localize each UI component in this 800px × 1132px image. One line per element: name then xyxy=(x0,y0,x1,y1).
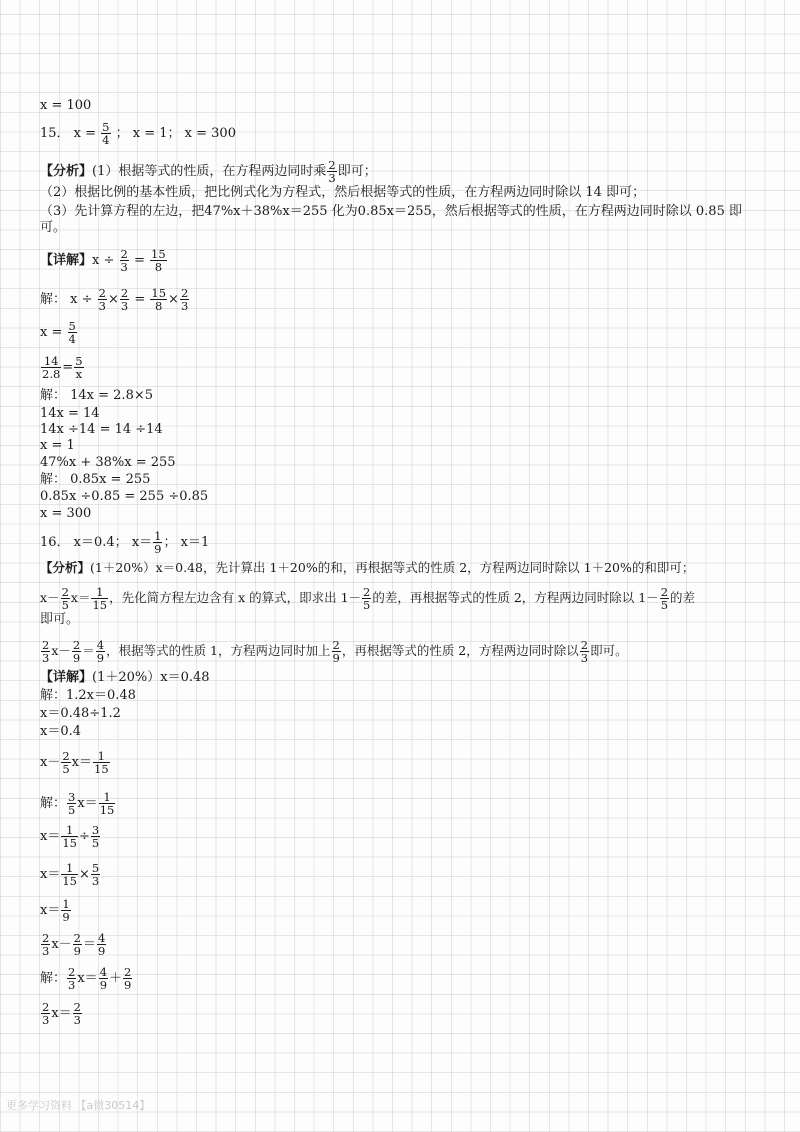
text: x = xyxy=(40,325,63,340)
fraction: $\frac{2}{3}$ xyxy=(328,158,336,185)
detail-15-line-1 xyxy=(40,248,168,273)
analysis-15-line-2: （2）根据比例的基本性质，把比例式化为方程式，然后根据等式的性质，在方程两边同时除以 14 即可； xyxy=(40,185,646,200)
fraction: $\frac{2}{3}$ xyxy=(580,638,589,665)
analysis-label: 【分析】 xyxy=(40,560,91,575)
text: 即可； xyxy=(337,164,377,179)
detail-16-line-7 xyxy=(40,824,101,849)
text: = xyxy=(134,292,146,307)
fraction: $\frac{5}{4}$ xyxy=(102,120,110,147)
fraction: $\frac{1}{15}$ xyxy=(99,790,115,817)
text: ，先化简方程左边含有 x 的算式，即求出 1－ xyxy=(109,590,362,605)
analysis-16-line-3: 即可。 xyxy=(40,612,80,627)
detail-label: 【详解】 xyxy=(40,253,93,268)
analysis-16-line-2 xyxy=(40,586,695,611)
text: = xyxy=(133,253,145,268)
fraction: $\frac{2}{3}$ xyxy=(42,638,50,665)
text: x＝ xyxy=(40,867,61,882)
fraction: $\frac{2}{3}$ xyxy=(98,286,106,313)
text: ； x＝1 xyxy=(163,535,210,550)
fraction: $\frac{2}{3}$ xyxy=(120,286,129,313)
text: (1＋20%）x＝0.48 xyxy=(92,670,210,685)
text: ，根据等式的性质 1，方程两边同时加上 xyxy=(106,643,331,658)
detail-16-line-6 xyxy=(40,791,116,816)
fraction: $\frac{4}{9}$ xyxy=(96,638,105,665)
detail-15-line-11: 0.85x ÷0.85 = 255 ÷0.85 xyxy=(40,489,209,504)
fraction: $\frac{2}{5}$ xyxy=(363,585,371,612)
text: x＝ xyxy=(40,829,61,844)
fraction: $\frac{2}{9}$ xyxy=(73,931,81,958)
text: 即可。 xyxy=(590,643,628,658)
detail-15-line-10: 解： 0.85x = 255 xyxy=(40,472,151,487)
fraction: $\frac{15}{8}$ xyxy=(151,247,166,274)
text: x－ xyxy=(40,590,60,605)
detail-16-line-8 xyxy=(40,862,101,887)
text: ÷ xyxy=(78,829,90,844)
text: 16． x＝0.4； x＝ xyxy=(40,535,153,550)
fraction: $\frac{1}{15}$ xyxy=(62,823,77,850)
detail-16-line-5 xyxy=(40,750,111,775)
detail-16-line-4: x＝0.4 xyxy=(40,724,82,739)
answer-line: x = 100 xyxy=(40,98,92,113)
detail-16-line-2: 解：1.2x＝0.48 xyxy=(40,688,136,703)
fraction: $\frac{2}{3}$ xyxy=(42,931,50,958)
fraction: $\frac{3}{5}$ xyxy=(68,790,76,817)
text: x＝ xyxy=(77,971,98,986)
text: (1＋20%）x＝0.48，先计算出 1＋20%的和，再根据等式的性质 2，方程两边同时除以 1＋20%的和即可； xyxy=(90,560,695,575)
analysis-16-line-4 xyxy=(40,639,628,664)
text: ； x = 1； x = 300 xyxy=(115,126,236,141)
fraction: $\frac{5}{3}$ xyxy=(91,861,100,888)
detail-15-line-4 xyxy=(40,355,85,380)
fraction: $\frac{15}{8}$ xyxy=(151,286,167,313)
text: 解： xyxy=(40,971,67,986)
detail-15-line-2 xyxy=(40,287,190,312)
text: × xyxy=(78,867,90,882)
detail-16-line-3: x＝0.48÷1.2 xyxy=(40,706,121,721)
text: x－ xyxy=(51,643,71,658)
fraction: $\frac{4}{9}$ xyxy=(99,965,108,992)
fraction: $\frac{2}{3}$ xyxy=(73,1000,81,1027)
problem-15-answers xyxy=(40,121,236,146)
fraction: $\frac{2}{3}$ xyxy=(42,1000,50,1027)
detail-15-line-3 xyxy=(40,320,78,345)
text: ＝ xyxy=(83,937,97,952)
detail-15-line-9: 47%x + 38%x = 255 xyxy=(40,455,176,470)
fraction: $\frac{1}{15}$ xyxy=(92,585,108,612)
fraction: $\frac{2}{3}$ xyxy=(68,965,76,992)
text: x＝ xyxy=(51,1006,72,1021)
fraction: $\frac{2}{3}$ xyxy=(120,247,128,274)
analysis-15-line-3: （3）先计算方程的左边，把47%x＋38%x＝255 化为0.85x＝255，然后根据等式的性质，在方程两边同时除以 0.85 即 xyxy=(40,204,742,219)
watermark: 更多学习资料 【a微30514】 xyxy=(6,1099,151,1112)
detail-15-line-7: 14x ÷14 = 14 ÷14 xyxy=(40,422,163,437)
fraction: $\frac{2}{9}$ xyxy=(332,638,340,665)
fraction: $\frac{3}{5}$ xyxy=(91,823,100,850)
text: = xyxy=(62,360,74,375)
detail-16-line-9 xyxy=(40,898,72,923)
text: ，再根据等式的性质 2，方程两边同时除以 xyxy=(341,643,579,658)
fraction: $\frac{2}{5}$ xyxy=(62,749,70,776)
fraction: $\frac{2}{9}$ xyxy=(72,638,81,665)
fraction: $\frac{5}{x}$ xyxy=(75,354,83,381)
text: × xyxy=(168,292,179,307)
text: x－ xyxy=(51,937,72,952)
fraction: $\frac{2}{5}$ xyxy=(660,585,669,612)
detail-16-line-11 xyxy=(40,966,133,991)
text: × xyxy=(107,292,119,307)
fraction: $\frac{1}{15}$ xyxy=(94,749,109,776)
text: x ÷ xyxy=(92,253,115,268)
text: x＝ xyxy=(70,590,91,605)
detail-16-line-1 xyxy=(40,670,210,685)
text: x＝ xyxy=(71,755,93,770)
fraction: $\frac{2}{3}$ xyxy=(180,286,189,313)
fraction: $\frac{2}{9}$ xyxy=(124,965,132,992)
detail-15-line-8: x = 1 xyxy=(40,438,75,453)
analysis-label: 【分析】 xyxy=(40,164,93,179)
text: x＝ xyxy=(40,903,61,918)
fraction: $\frac{5}{4}$ xyxy=(68,319,76,346)
text: x＝ xyxy=(77,796,98,811)
text: 解： xyxy=(40,796,67,811)
fraction: $\frac{1}{15}$ xyxy=(62,861,77,888)
detail-16-line-12 xyxy=(40,1001,83,1026)
text: x－ xyxy=(40,755,61,770)
problem-16-answers xyxy=(40,530,209,555)
fraction: $\frac{4}{9}$ xyxy=(98,931,106,958)
text: ＋ xyxy=(109,971,123,986)
detail-16-line-10 xyxy=(40,932,107,957)
detail-15-line-6: 14x = 14 xyxy=(40,406,100,421)
detail-15-line-5: 解： 14x = 2.8×5 xyxy=(40,388,154,403)
text: ＝ xyxy=(82,643,95,658)
analysis-16-line-1 xyxy=(40,560,694,575)
detail-label: 【详解】 xyxy=(40,670,93,685)
text: 15． x = xyxy=(40,126,97,141)
fraction: $\frac{14}{2.8}$ xyxy=(42,354,61,381)
analysis-15-line-1 xyxy=(40,159,377,184)
analysis-15-line-4: 可。 xyxy=(40,220,67,235)
fraction: $\frac{1}{9}$ xyxy=(62,897,70,924)
text: 解： x ÷ xyxy=(40,292,93,307)
text: (1）根据等式的性质，在方程两边同时乘 xyxy=(92,164,327,179)
fraction: $\frac{1}{9}$ xyxy=(154,529,162,556)
text: 的差，再根据等式的性质 2，方程两边同时除以 1－ xyxy=(372,590,659,605)
detail-15-line-12: x = 300 xyxy=(40,506,92,521)
text: 的差 xyxy=(670,590,696,605)
fraction: $\frac{2}{5}$ xyxy=(61,585,69,612)
